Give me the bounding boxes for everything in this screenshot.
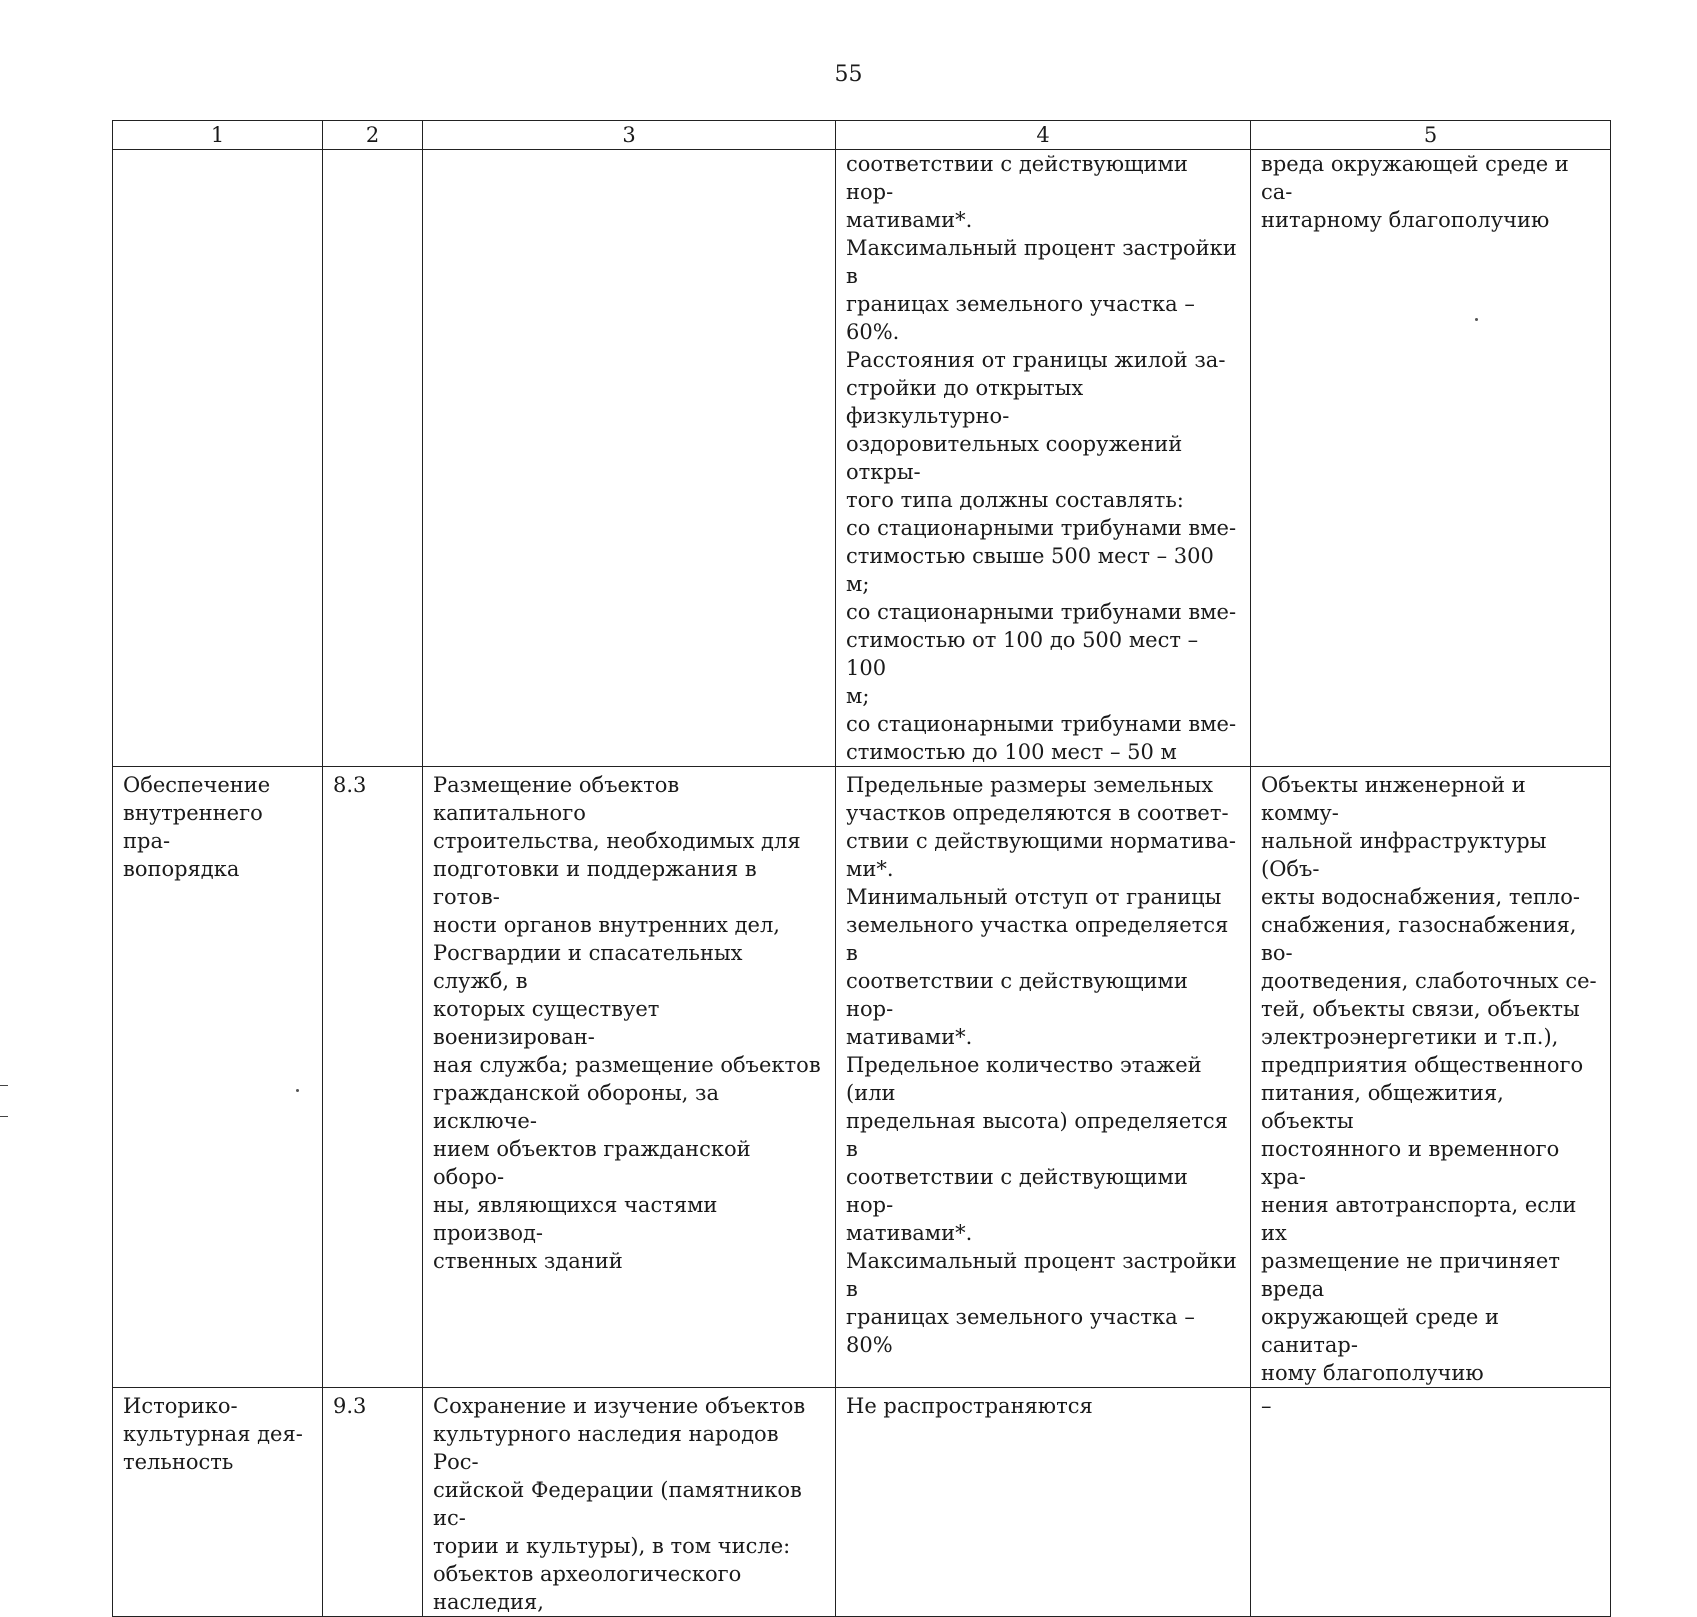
code-cell: 8.3	[323, 767, 423, 1388]
column-header-5: 5	[1251, 121, 1611, 150]
scan-edge-mark	[0, 1116, 8, 1117]
description-cell: Сохранение и изучение объектов культурного наследия народов Рос- сийской Федерации (памятников ис- тории и культуры), в том числе: объектов археологического наследия,	[423, 1388, 836, 1617]
parameters-cell: Предельные размеры земельных участков определяются в соответ- ствии с действующими норматива- ми*. Минимальный отступ от границы земельного участка определяется в соответствии с действующими нор- мативами*. Предельное количество этажей (или предельная высота) определяется в соответствии с действующими нор- мативами*. Максимальный процент застройки в границах земельного участка – 80%	[836, 767, 1251, 1388]
use-type-cell	[113, 150, 323, 767]
column-header-4: 4	[836, 121, 1251, 150]
column-header-2: 2	[323, 121, 423, 150]
scan-speck	[296, 1089, 299, 1092]
auxiliary-uses-cell: Объекты инженерной и комму- нальной инфраструктуры (Объ- екты водоснабжения, тепло- снабжения, газоснабжения, во- доотведения, слаботочных се- тей, объекты связи, объекты электроэнергетики и т.п.), предприятия общественного питания, общежития, объекты постоянного и временного хра- нения автотранспорта, если их размещение не причиняет вреда окружающей среде и санитар- ному благополучию	[1251, 767, 1611, 1388]
scan-speck	[1475, 318, 1478, 321]
description-cell: Размещение объектов капитального строительства, необходимых для подготовки и поддержания в готов- ности органов внутренних дел, Росгвардии и спасательных служб, в которых существует военизирован- ная служба; размещение объектов гражданской обороны, за исключе- нием объектов гражданской оборо- ны, являющихся частями производ- ственных зданий	[423, 767, 836, 1388]
regulations-table	[112, 120, 1611, 1617]
use-type-cell: Историко- культурная дея- тельность	[113, 1388, 323, 1617]
scan-edge-mark	[0, 1085, 8, 1086]
auxiliary-uses-cell: вреда окружающей среде и са- нитарному благополучию	[1251, 150, 1611, 767]
page-number: 55	[834, 62, 863, 87]
parameters-cell: Не распространяются	[836, 1388, 1251, 1617]
table-row	[113, 150, 1611, 767]
column-header-3: 3	[423, 121, 836, 150]
column-number-header-row	[113, 121, 1611, 150]
auxiliary-uses-cell: –	[1251, 1388, 1611, 1617]
table-row	[113, 767, 1611, 1388]
code-cell: 9.3	[323, 1388, 423, 1617]
parameters-cell: соответствии с действующими нор- мативами*. Максимальный процент застройки в границах земельного участка – 60%. Расстояния от границы жилой за- стройки до открытых физкультурно- оздоровительных сооружений откры- того типа должны составлять: со стационарными трибунами вме- стимостью свыше 500 мест – 300 м; со стационарными трибунами вме- стимостью от 100 до 500 мест – 100 м; со стационарными трибунами вме- стимостью до 100 мест – 50 м	[836, 150, 1251, 767]
description-cell	[423, 150, 836, 767]
code-cell	[323, 150, 423, 767]
use-type-cell: Обеспечение внутреннего пра- вопорядка	[113, 767, 323, 1388]
table-row	[113, 1388, 1611, 1617]
column-header-1: 1	[113, 121, 323, 150]
